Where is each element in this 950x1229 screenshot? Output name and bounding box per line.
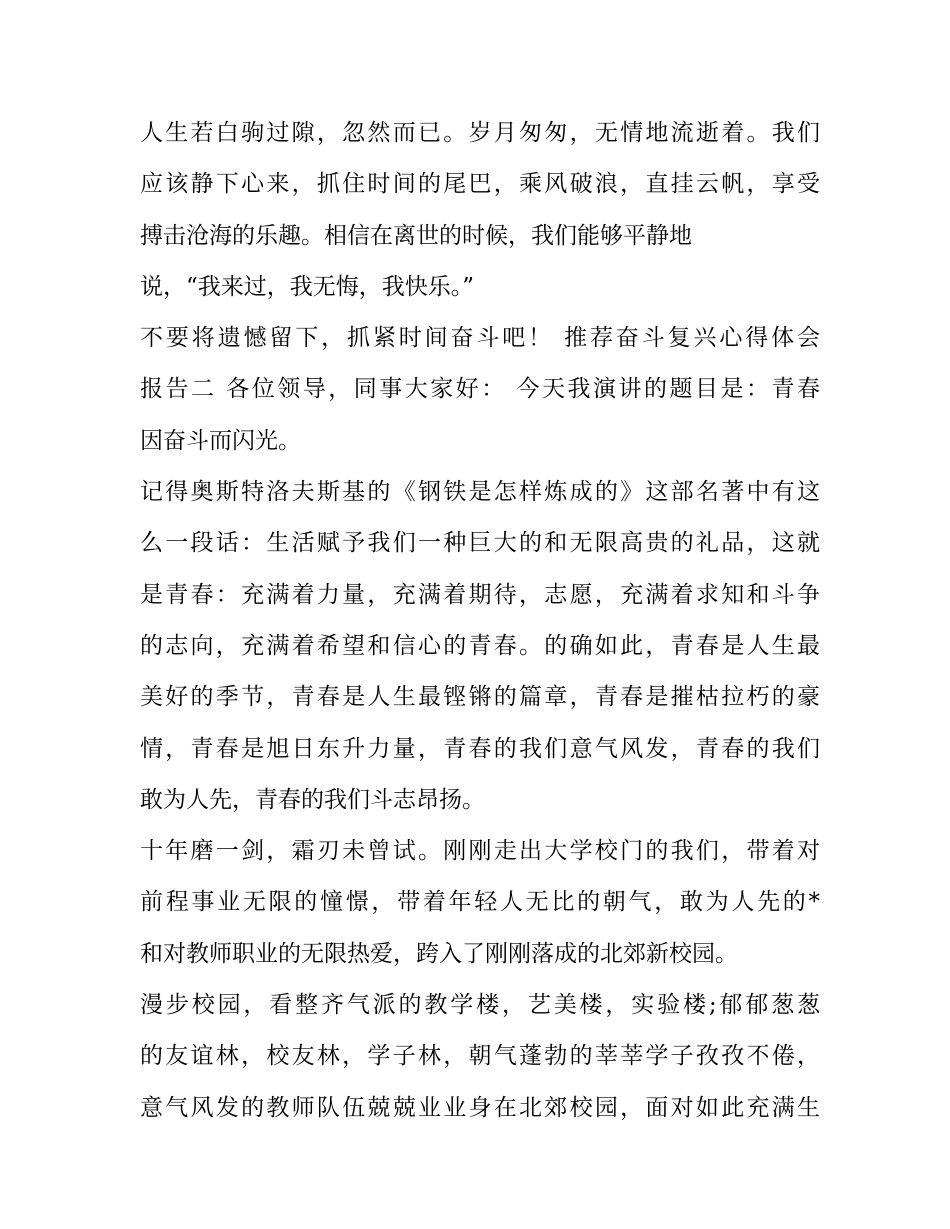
text-line: 和对教师职业的无限热爱，跨入了刚刚落成的北郊新校园。 bbox=[140, 940, 738, 967]
document-body bbox=[140, 108, 820, 1134]
text-line: 美好的季节，青春是人生最铿锵的篇章，青春是摧枯拉朽的豪 bbox=[140, 684, 820, 711]
text-line: 意气风发的教师队伍兢兢业业身在北郊校园，面对如此充满生 bbox=[140, 1094, 820, 1121]
text-line: 的友谊林，校友林，学子林，朝气蓬勃的莘莘学子孜孜不倦， bbox=[140, 1043, 820, 1070]
text-line: 应该静下心来，抓住时间的尾巴，乘风破浪，直挂云帆，享受 bbox=[140, 171, 820, 198]
text-line: 漫步校园，看整齐气派的教学楼，艺美楼，实验楼;郁郁葱葱 bbox=[140, 992, 820, 1019]
text-line: 因奋斗而闪光。 bbox=[140, 427, 301, 454]
text-line: 搏击沧海的乐趣。相信在离世的时候，我们能够平静地 bbox=[140, 222, 692, 249]
text-line: 报告二 各位领导，同事大家好： 今天我演讲的题目是：青春 bbox=[140, 376, 820, 403]
text-line: 么一段话：生活赋予我们一种巨大的和无限高贵的礼品，这就 bbox=[140, 530, 820, 557]
text-line: 说，“我来过，我无悔，我快乐。” bbox=[140, 273, 475, 300]
text-line: 记得奥斯特洛夫斯基的《钢铁是怎样炼成的》这部名著中有这 bbox=[140, 479, 820, 506]
text-line: 人生若白驹过隙，忽然而已。岁月匆匆，无情地流逝着。我们 bbox=[140, 120, 820, 146]
text-line: 敢为人先，青春的我们斗志昂扬。 bbox=[140, 786, 485, 813]
text-line: 情，青春是旭日东升力量，青春的我们意气风发，青春的我们 bbox=[140, 735, 820, 762]
text-line: 不要将遗憾留下，抓紧时间奋斗吧！ 推荐奋斗复兴心得体会 bbox=[140, 325, 820, 352]
text-line: 前程事业无限的憧憬，带着年轻人无比的朝气，敢为人先的* bbox=[140, 889, 820, 916]
text-line: 是青春：充满着力量，充满着期待，志愿，充满着求知和斗争 bbox=[140, 581, 820, 608]
text-line: 十年磨一剑，霜刃未曾试。刚刚走出大学校门的我们，带着对 bbox=[140, 838, 820, 865]
text-line: 的志向，充满着希望和信心的青春。的确如此，青春是人生最 bbox=[140, 632, 820, 659]
